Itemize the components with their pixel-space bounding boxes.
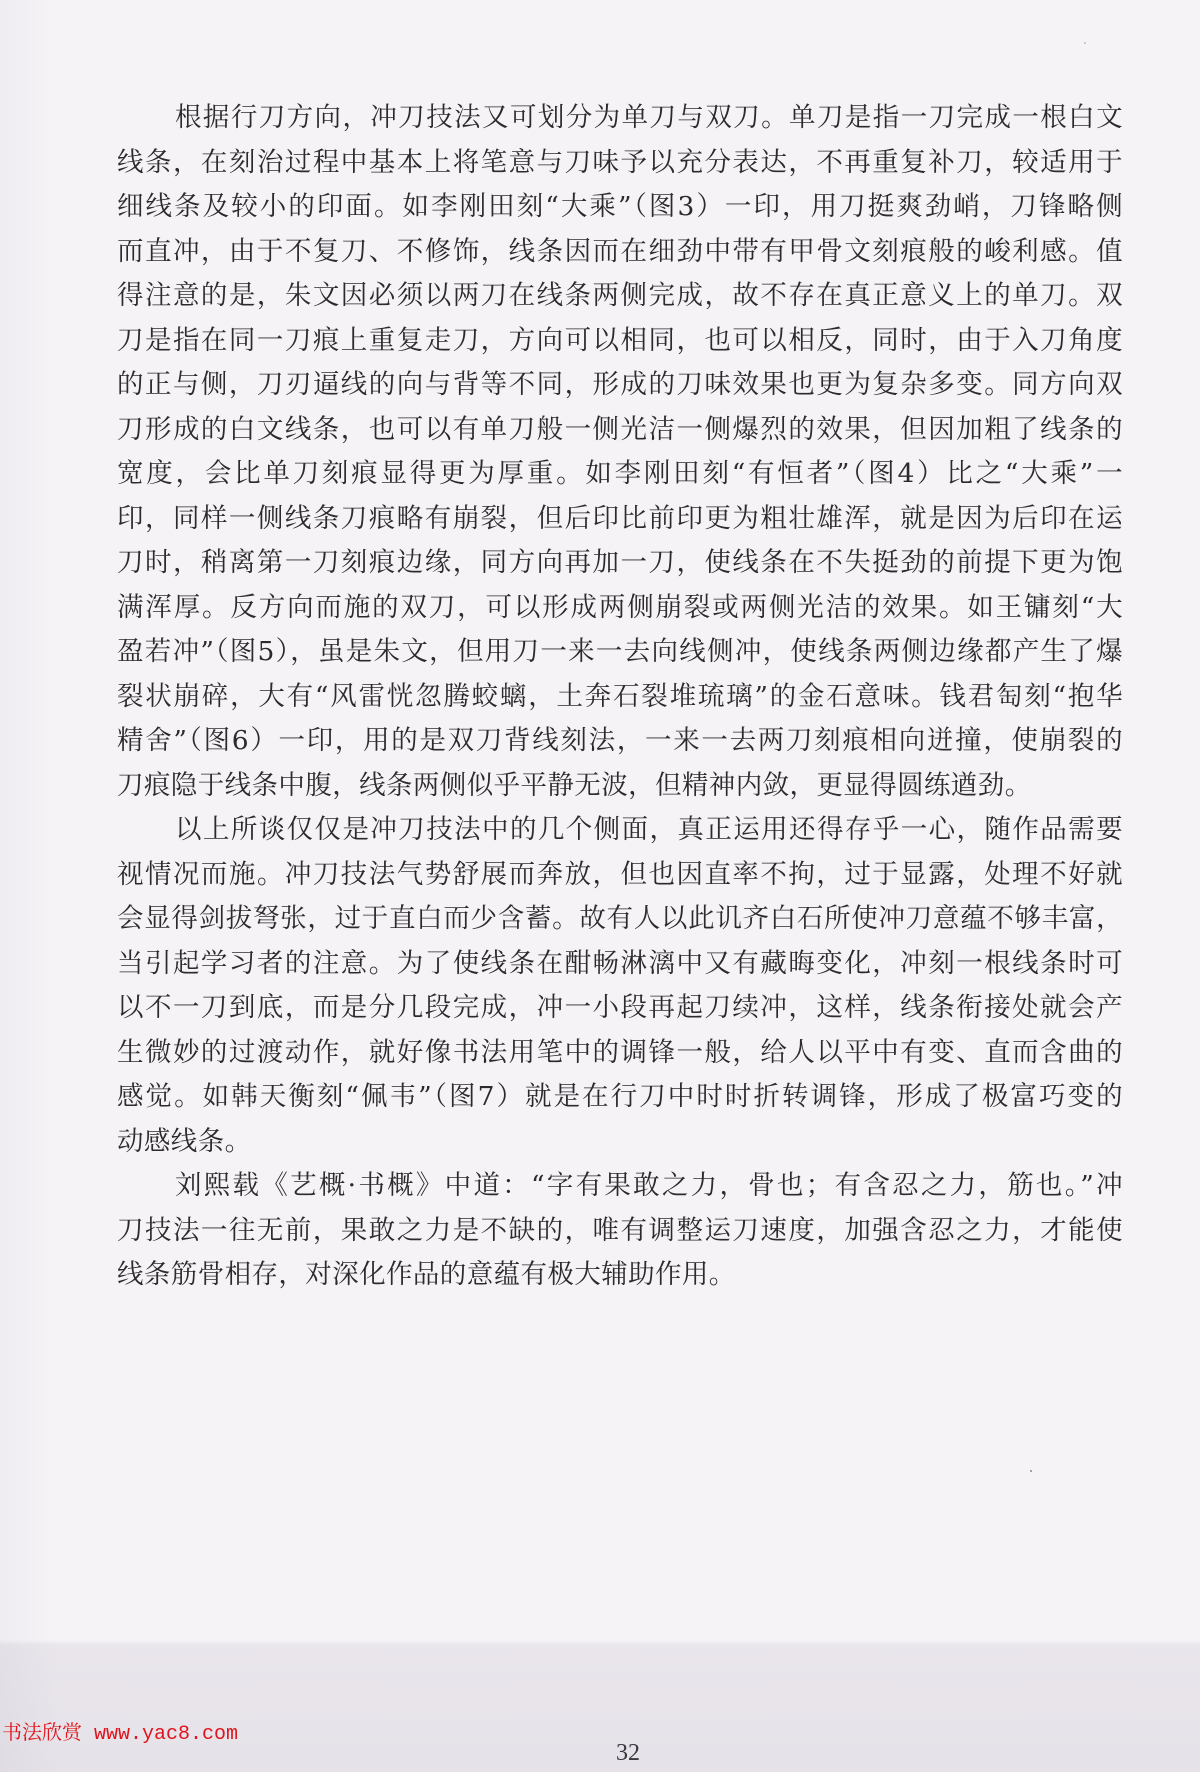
- watermark-label: 书法欣赏: [2, 1720, 82, 1744]
- watermark: [2, 1716, 238, 1746]
- text-line: 感觉。如韩天衡刻“佩韦”（图7）就是在行刀中时时折转调锋，形成了极富巧变的: [117, 1081, 1123, 1112]
- page-number: 32: [616, 1740, 640, 1766]
- text-line: 视情况而施。冲刀技法气势舒展而奔放，但也因直率不拘，过于显露，处理不好就: [117, 858, 1123, 890]
- text-line: 得注意的是，朱文因必须以两刀在线条两侧完成，故不存在真正意义上的单刀。双: [117, 280, 1123, 311]
- text-line: 细线条及较小的印面。如李刚田刻“大乘”（图3）一印，用刀挺爽劲峭，刀锋略侧: [117, 191, 1123, 222]
- text-line: 刀痕隐于线条中腹，线条两侧似乎平静无波，但精神内敛，更显得圆练遒劲。: [117, 769, 1032, 801]
- text-line: 以上所谈仅仅是冲刀技法中的几个侧面，真正运用还得存乎一心，随作品需要: [175, 814, 1123, 845]
- text-line: 会显得剑拔弩张，过于直白而少含蓄。故有人以此讥齐白石所使冲刀意蕴不够丰富，: [117, 903, 1123, 934]
- scan-speck: [1030, 1470, 1032, 1472]
- text-line: 裂状崩碎，大有“风雷恍忽腾蛟螭，土奔石裂堆琉璃”的金石意味。钱君匋刻“抱华: [117, 680, 1123, 712]
- text-line: 满浑厚。反方向而施的双刀，可以形成两侧崩裂或两侧光洁的效果。如王镛刻“大: [117, 591, 1123, 623]
- text-line: 刀时，稍离第一刀刻痕边缘，同方向再加一刀，使线条在不失挺劲的前提下更为饱: [117, 547, 1123, 578]
- text-line: 动感线条。: [117, 1125, 252, 1157]
- text-line: 精舍”（图6）一印，用的是双刀背线刻法，一来一去两刀刻痕相向迸撞，使崩裂的: [117, 725, 1123, 756]
- text-line: 而直冲，由于不复刀、不修饰，线条因而在细劲中带有甲骨文刻痕般的峻利感。值: [117, 235, 1123, 267]
- text-line: 刀是指在同一刀痕上重复走刀，方向可以相同，也可以相反，同时，由于入刀角度: [117, 324, 1123, 356]
- text-line: 线条筋骨相存，对深化作品的意蕴有极大辅助作用。: [117, 1259, 736, 1290]
- text-line: 刀技法一往无前，果敢之力是不缺的，唯有调整运刀速度，加强含忍之力，才能使: [117, 1214, 1123, 1246]
- text-line: 根据行刀方向，冲刀技法又可划分为单刀与双刀。单刀是指一刀完成一根白文: [175, 102, 1123, 133]
- text-line: 刘熙载《艺概·书概》中道：“字有果敢之力，骨也；有含忍之力，筋也。”冲: [175, 1170, 1123, 1201]
- text-line: 以不一刀到底，而是分几段完成，冲一小段再起刀续冲，这样，线条衔接处就会产: [117, 992, 1123, 1023]
- text-line: 当引起学习者的注意。为了使线条在酣畅淋漓中又有藏晦变化，冲刻一根线条时可: [117, 947, 1123, 979]
- text-line: 印，同样一侧线条刀痕略有崩裂，但后印比前印更为粗壮雄浑，就是因为后印在运: [117, 502, 1123, 534]
- text-line: 线条，在刻治过程中基本上将笔意与刀味予以充分表达，不再重复补刀，较适用于: [117, 146, 1123, 178]
- watermark-url: www.yac8.com: [94, 1723, 239, 1746]
- text-line: 宽度，会比单刀刻痕显得更为厚重。如李刚田刻“有恒者”（图4）比之“大乘”一: [117, 458, 1123, 489]
- paragraph-2: [117, 808, 1123, 1164]
- text-line: 生微妙的过渡动作，就好像书法用笔中的调锋一般，给人以平中有变、直而含曲的: [117, 1036, 1123, 1068]
- text-line: 的正与侧，刀刃逼线的向与背等不同，形成的刀味效果也更为复杂多变。同方向双: [117, 369, 1123, 400]
- paragraph-1: [117, 96, 1123, 808]
- scan-speck: [1084, 42, 1086, 44]
- text-line: 盈若冲”（图5），虽是朱文，但用刀一来一去向线侧冲，使线条两侧边缘都产生了爆: [117, 636, 1123, 667]
- text-line: 刀形成的白文线条，也可以有单刀般一侧光洁一侧爆烈的效果，但因加粗了线条的: [117, 413, 1123, 445]
- paragraph-3: [117, 1164, 1123, 1298]
- body-text: [117, 96, 1123, 1298]
